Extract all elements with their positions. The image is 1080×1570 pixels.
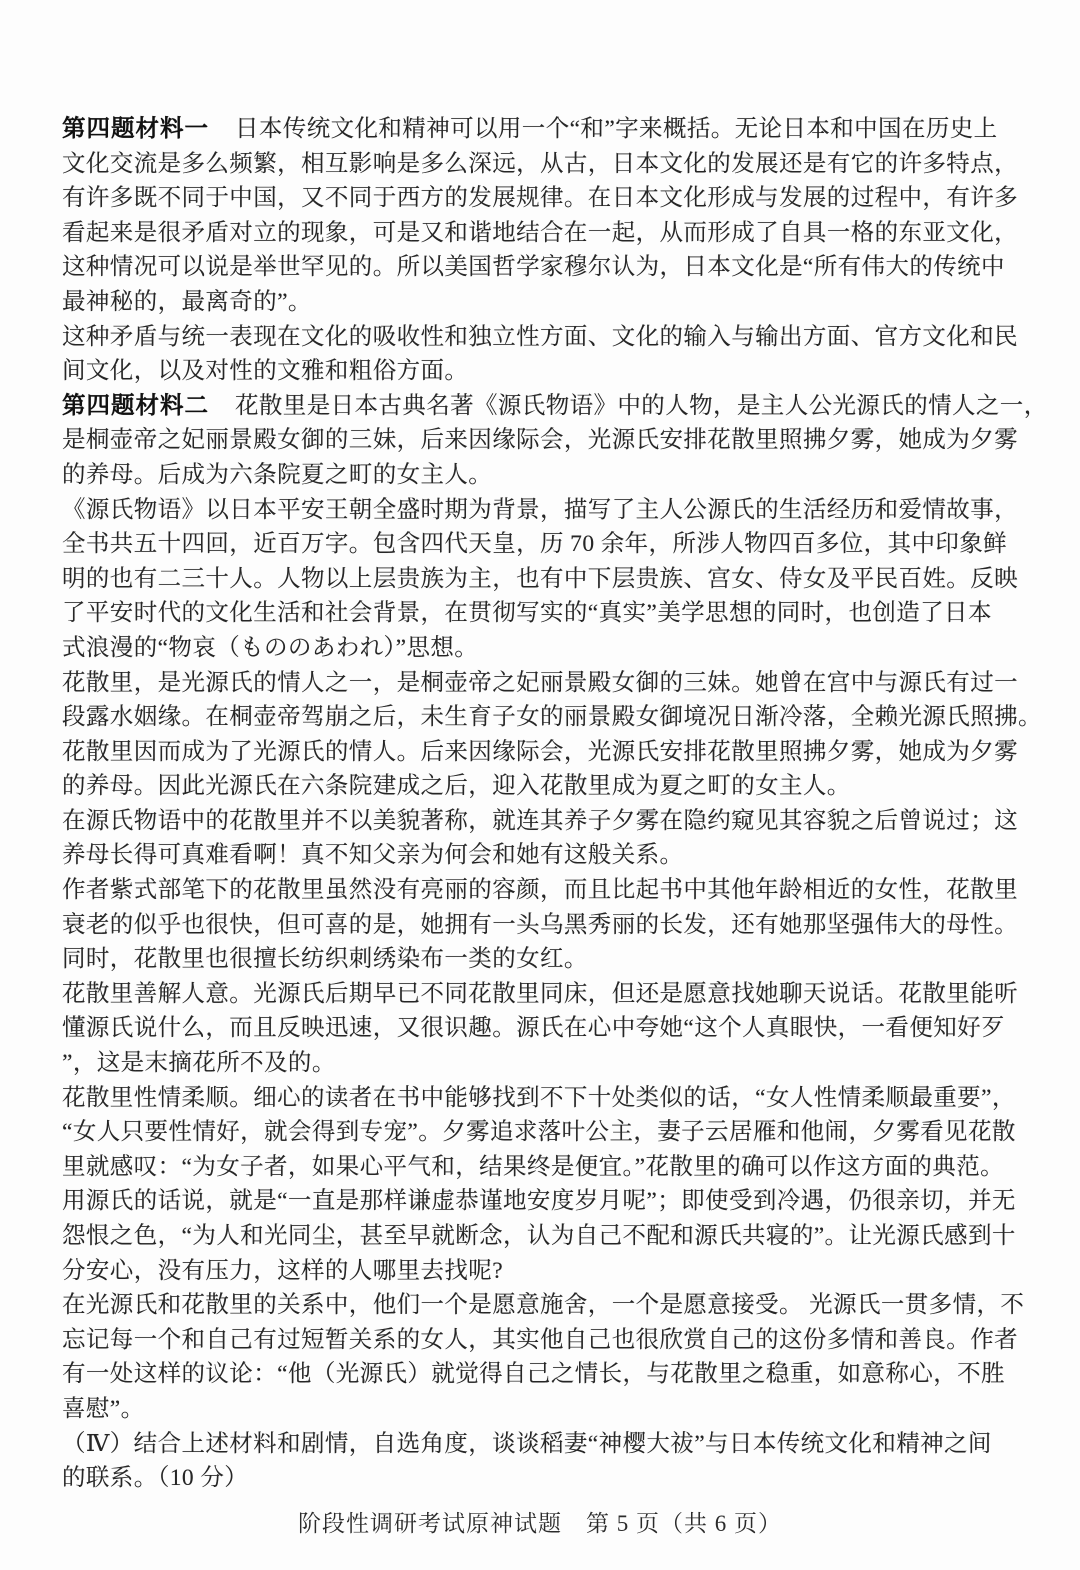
text-line (62, 562, 1037, 597)
text-line (62, 1427, 1037, 1462)
text-line (62, 838, 1037, 873)
line-text: 作者紫式部笔下的花散里虽然没有亮丽的容颜，而且比起书中其他年龄相近的女性，花散里 (62, 877, 1018, 904)
text-line (62, 354, 1037, 389)
line-text: 用源氏的话说，就是“一直是那样谦虚恭谨地安度岁月呢”；即使受到冷遇，仍很亲切，并无 (62, 1188, 1016, 1215)
text-line (62, 1461, 1037, 1496)
line-text: 花散里是日本古典名著《源氏物语》中的人物，是主人公光源氏的情人之一， (235, 392, 1048, 419)
page-footer: 阶段性调研考试原神试题 第 5 页（共 6 页） (298, 1511, 782, 1536)
text-line (62, 1011, 1037, 1046)
line-text: 有一处这样的议论：“他（光源氏）就觉得自己之情长，与花散里之稳重，如意称心，不胜 (62, 1361, 1005, 1388)
text-line (62, 908, 1037, 943)
line-text: “女人只要性情好，就会得到专宠”。夕雾追求落叶公主，妻子云居雁和他闹，夕雾看见花散 (62, 1119, 1016, 1146)
line-text: 衰老的似乎也很快，但可喜的是，她拥有一头乌黑秀丽的长发，还有她那坚强伟大的母性。 (62, 911, 1018, 938)
line-text: 这种情况可以说是举世罕见的。所以美国哲学家穆尔认为，日本文化是“所有伟大的传统中 (62, 254, 1005, 281)
line-text: 是桐壶帝之妃丽景殿女御的三妹，后来因缘际会，光源氏安排花散里照拂夕雾，她成为夕雾 (62, 427, 1018, 454)
text-line (62, 493, 1037, 528)
line-text: 明的也有二三十人。人物以上层贵族为主，也有中下层贵族、宫女、侍女及平民百姓。反映 (62, 565, 1018, 592)
line-text: 式浪漫的“物哀（もののあわれ）”思想。 (62, 634, 479, 661)
text-line (62, 1115, 1037, 1150)
line-text: ”，这是末摘花所不及的。 (62, 1050, 336, 1077)
text-line (62, 1046, 1037, 1081)
line-text: 分安心，没有压力，这样的人哪里去找呢? (62, 1257, 504, 1284)
text-line (62, 666, 1037, 701)
section-heading: 第四题材料一 (62, 116, 209, 142)
text-line (62, 804, 1037, 839)
line-text: 在源氏物语中的花散里并不以美貌著称，就连其养子夕雾在隐约窥见其容貌之后曾说过；这 (62, 807, 1018, 834)
text-line (62, 458, 1037, 493)
line-text: 同时，花散里也很擅长纺织刺绣染布一类的女红。 (62, 946, 588, 973)
line-text: 了平安时代的文化生活和社会背景，在贯彻写实的“真实”美学思想的同时，也创造了日本 (62, 600, 992, 627)
text-line (62, 527, 1037, 562)
line-text: 喜慰”。 (62, 1395, 145, 1422)
line-text: 里就感叹：“为女子者，如果心平气和，结果终是便宜。”花散里的确可以作这方面的典范。 (62, 1153, 1005, 1180)
text-line (62, 631, 1037, 666)
line-text: 间文化，以及对性的文雅和粗俗方面。 (62, 358, 469, 385)
line-text: 有许多既不同于中国，又不同于西方的发展规律。在日本文化形成与发展的过程中，有许多 (62, 185, 1018, 212)
line-text: 的养母。后成为六条院夏之町的女主人。 (62, 461, 493, 488)
text-line (62, 1254, 1037, 1289)
text-line (62, 181, 1037, 216)
line-text: 懂源氏说什么，而且反映迅速，又很识趣。源氏在心中夸她“这个人真眼快，一看便知好歹 (62, 1015, 1005, 1042)
text-line (62, 250, 1037, 285)
text-line (62, 423, 1037, 458)
section-heading: 第四题材料二 (62, 392, 209, 419)
line-text: 最神秘的，最离奇的”。 (62, 288, 312, 315)
line-text: 文化交流是多么频繁，相互影响是多么深远，从古，日本文化的发展还是有它的许多特点， (62, 150, 1018, 177)
text-line (62, 596, 1037, 631)
text-line (62, 1081, 1037, 1116)
text-line (62, 873, 1037, 908)
text-line (62, 769, 1037, 804)
line-text: 的联系。（10 分） (62, 1465, 249, 1492)
text-line (62, 216, 1037, 251)
line-text: 全书共五十四回，近百万字。包含四代天皇，历 70 余年，所涉人物四百多位，其中印象鲜 (62, 531, 1008, 558)
text-line (62, 147, 1037, 182)
document-body (62, 112, 1048, 1496)
text-line (62, 942, 1037, 977)
text-line (62, 320, 1037, 355)
text-line (62, 1357, 1037, 1392)
line-text: 在光源氏和花散里的关系中，他们一个是愿意施舍，一个是愿意接受。 光源氏一贯多情，不 (62, 1292, 1025, 1319)
line-text: 段露水姻缘。在桐壶帝驾崩之后，未生育子女的丽景殿女御境况日渐冷落，全赖光源氏照拂。 (62, 704, 1042, 731)
text-line (62, 735, 1037, 770)
line-text: 《源氏物语》以日本平安王朝全盛时期为背景，描写了主人公源氏的生活经历和爱情故事， (62, 496, 1018, 523)
line-text: 花散里因而成为了光源氏的情人。后来因缘际会，光源氏安排花散里照拂夕雾，她成为夕雾 (62, 738, 1018, 765)
line-text: （Ⅳ）结合上述材料和剧情，自选角度，谈谈稻妻“神樱大祓”与日本传统文化和精神之间 (62, 1430, 992, 1457)
line-text: 这种矛盾与统一表现在文化的吸收性和独立性方面、文化的输入与输出方面、官方文化和民 (62, 323, 1018, 350)
text-line (62, 112, 1037, 147)
line-text: 看起来是很矛盾对立的现象，可是又和谐地结合在一起，从而形成了自具一格的东亚文化， (62, 219, 1018, 246)
line-text: 日本传统文化和精神可以用一个“和”字来概括。无论日本和中国在历史上 (235, 116, 998, 142)
text-line (62, 1184, 1037, 1219)
line-text: 养母长得可真难看啊！真不知父亲为何会和她有这般关系。 (62, 842, 684, 869)
text-line (62, 1323, 1037, 1358)
line-text: 怨恨之色，“为人和光同尘，甚至早就断念，认为自己不配和源氏共寝的”。让光源氏感到十 (62, 1223, 1016, 1249)
line-text: 的养母。因此光源氏在六条院建成之后，迎入花散里成为夏之町的女主人。 (62, 773, 851, 800)
text-line (62, 1150, 1037, 1185)
line-text: 花散里，是光源氏的情人之一，是桐壶帝之妃丽景殿女御的三妹。她曾在宫中与源氏有过一 (62, 669, 1018, 696)
line-text: 花散里性情柔顺。细心的读者在书中能够找到不下十处类似的话，“女人性情柔顺最重要”， (62, 1084, 1016, 1111)
text-line (62, 389, 1048, 424)
text-line (62, 285, 1037, 320)
line-text: 花散里善解人意。光源氏后期早已不同花散里同床，但还是愿意找她聊天说话。花散里能听 (62, 980, 1018, 1007)
text-line (62, 1288, 1037, 1323)
line-text: 忘记每一个和自己有过短暂关系的女人，其实他自己也很欣赏自己的这份多情和善良。作者 (62, 1326, 1018, 1353)
text-line (62, 977, 1037, 1012)
text-line (62, 1392, 1037, 1427)
text-line (62, 700, 1042, 735)
text-line (62, 1219, 1037, 1254)
